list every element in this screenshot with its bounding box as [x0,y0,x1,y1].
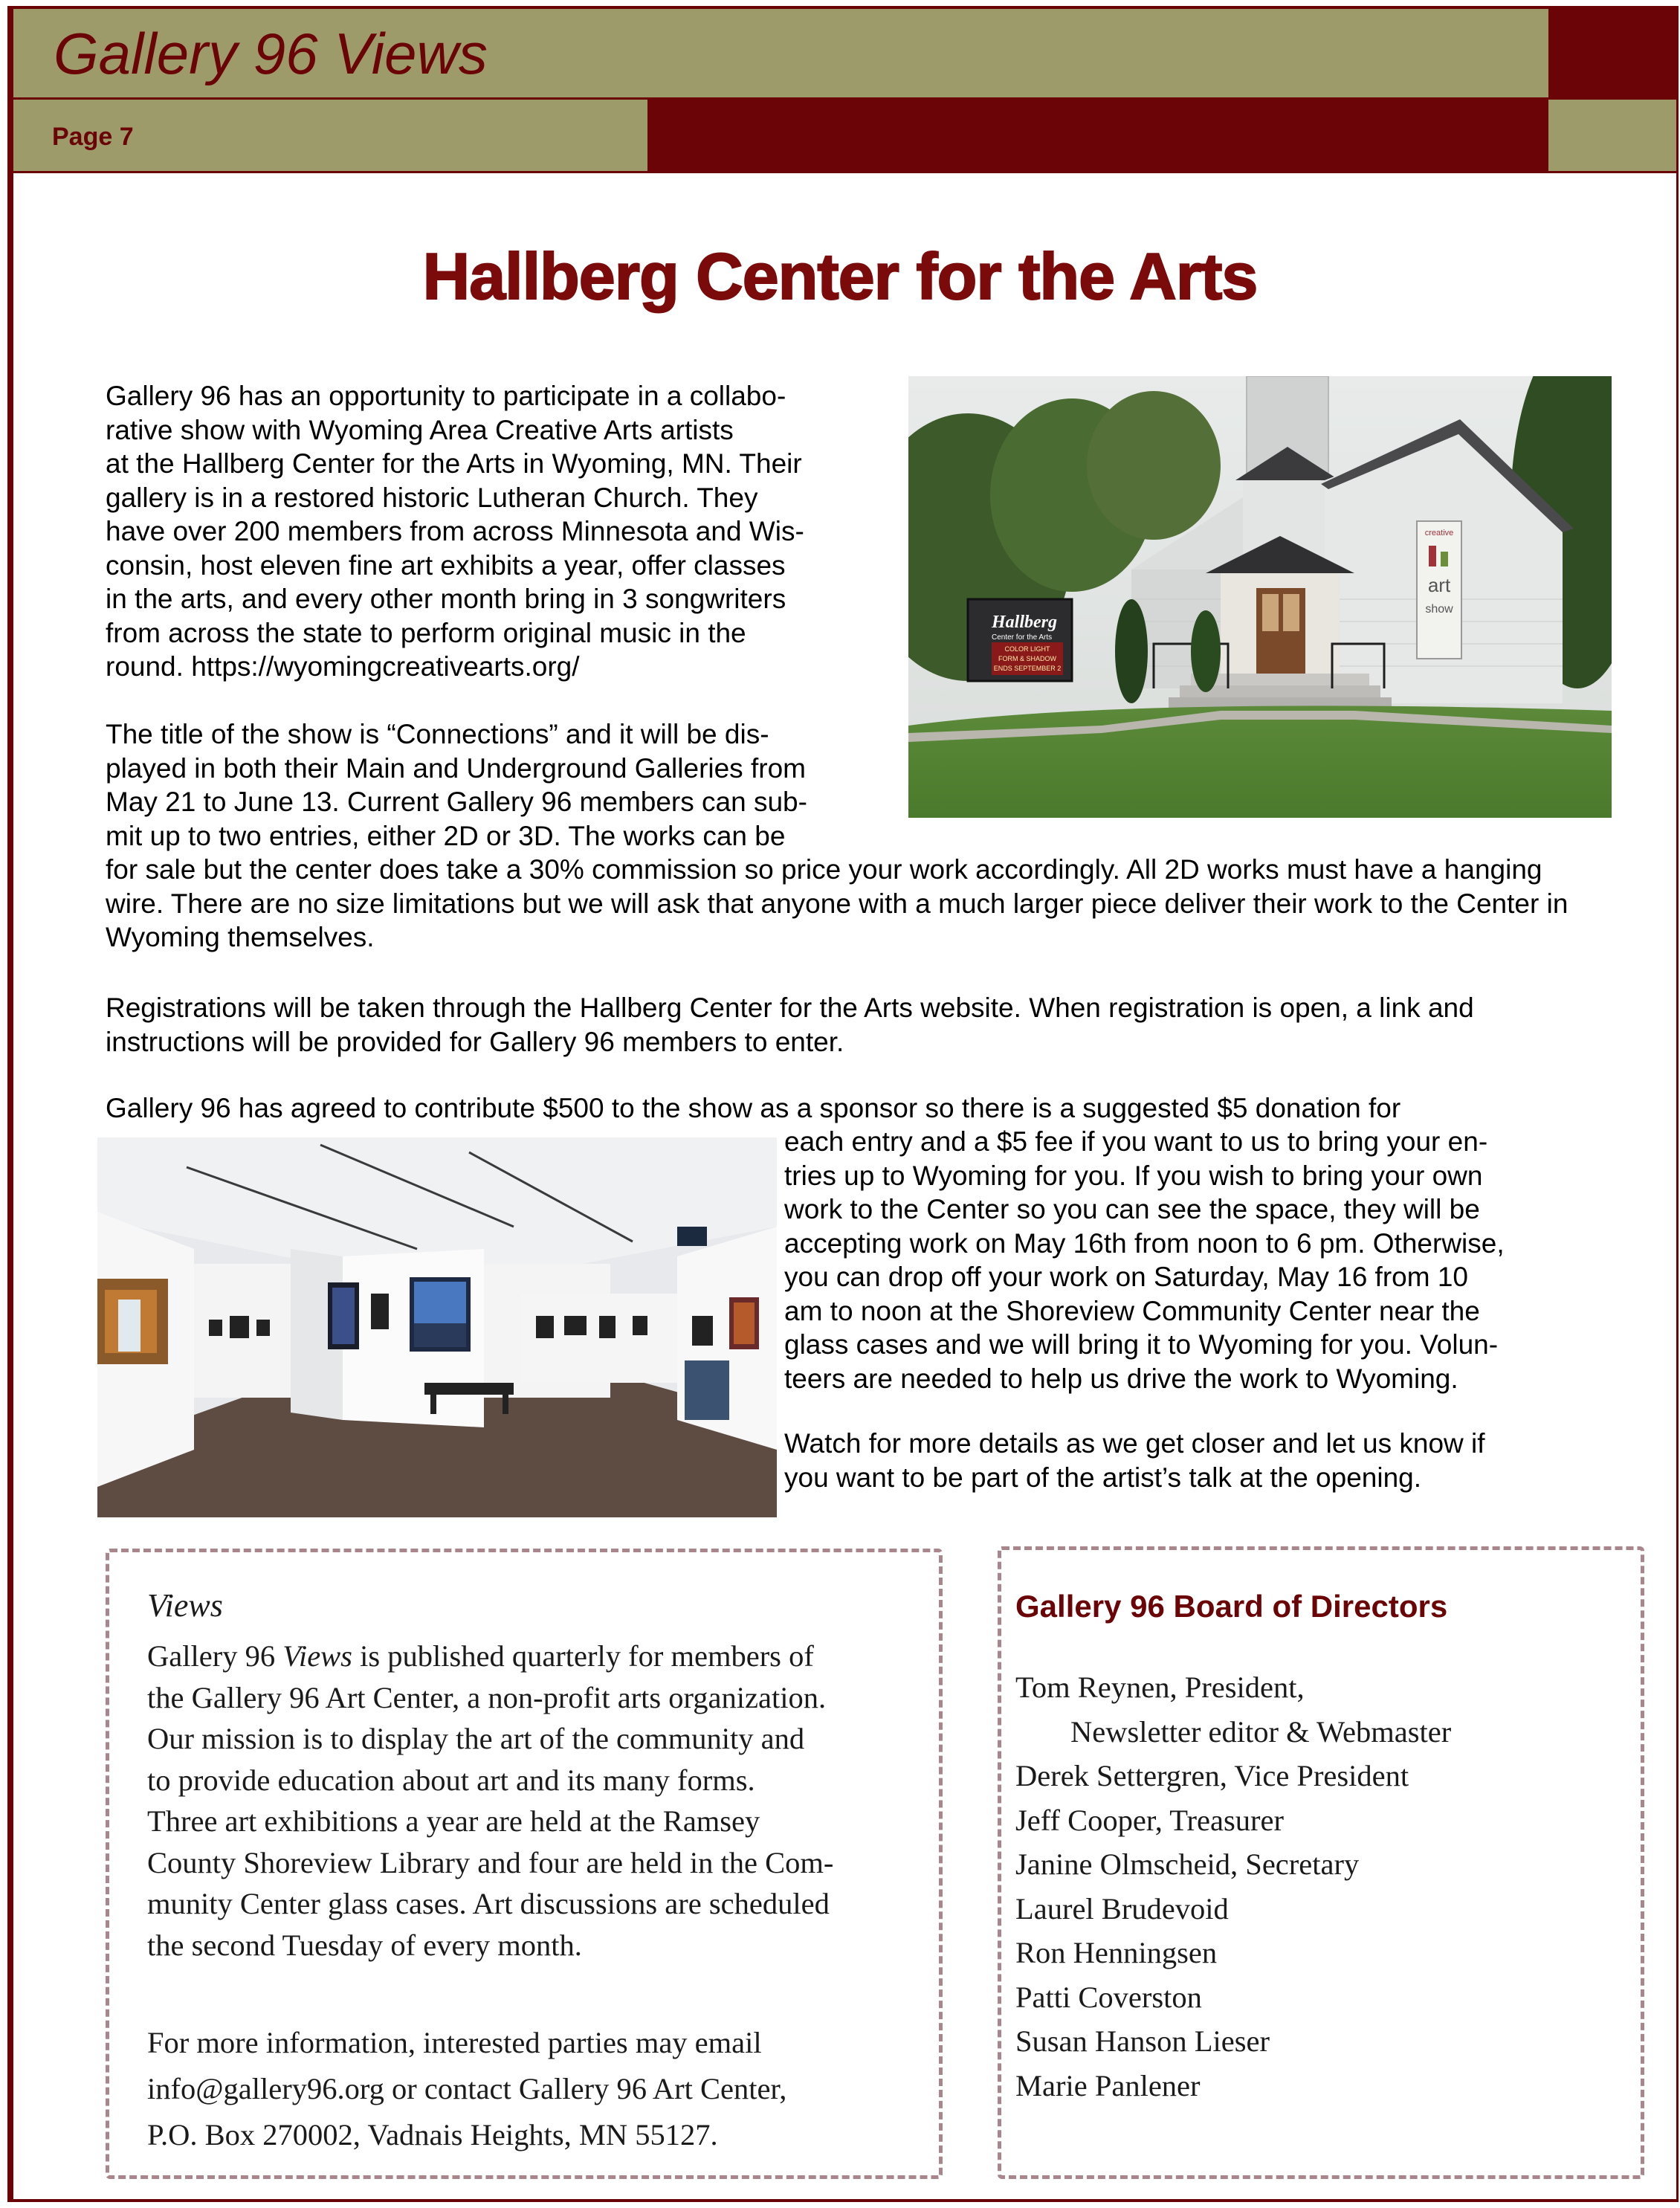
board-title: Gallery 96 Board of Directors [1015,1589,1448,1624]
views-contact-line: info@gallery96.org or contact Gallery 96 Art Center, [147,2072,787,2105]
intro-line: from across the state to perform original music in the [106,617,746,648]
article-paragraph-show-details [106,717,908,853]
show-details-line: The title of the show is “Connections” and it will be dis- [106,719,769,749]
article-paragraph-sponsor [784,1125,1609,1395]
page-number: Page 7 [52,123,134,151]
views-body-segment: Gallery 96 [147,1639,283,1673]
views-body-segment: is published quarterly for members of [352,1639,814,1673]
board-member-list [1015,1665,1451,2108]
masthead-title: Gallery 96 Views [54,21,488,86]
intro-line: Gallery 96 has an opportunity to participate in a collabo- [106,381,786,411]
article-paragraph-intro [106,379,901,684]
header-divider [13,171,1676,173]
show-details-line: mit up to two entries, either 2D or 3D. The works can be [106,820,786,851]
show-details-line: played in both their Main and Underground Galleries from [106,752,806,784]
intro-line: gallery is in a restored historic Lutheran Church. They [106,482,758,513]
views-body-segment: the second Tuesday of every month. [147,1928,582,1962]
sign-name: Hallberg [992,613,1057,632]
board-member: Newsletter editor & Webmaster [1070,1714,1452,1749]
intro-line: at the Hallberg Center for the Arts in Wyoming, MN. Their [106,448,802,479]
intro-line: rative show with Wyoming Area Creative Arts artists [106,414,734,445]
views-body-line [147,1760,913,1801]
banner-middle-text: art [1427,574,1451,596]
views-contact-line: For more information, interested parties may email [147,2026,762,2059]
views-body-line [147,1925,913,1966]
views-body-segment: munity Center glass cases. Art discussions are scheduled [147,1887,830,1920]
views-contact-line: P.O. Box 270002, Vadnais Heights, MN 55127. [147,2118,718,2151]
views-body-segment: the Gallery 96 Art Center, a non-profit arts organization. [147,1680,827,1714]
views-box-title: Views [147,1587,223,1624]
views-body-line [147,1636,913,1677]
closing-line: Watch for more details as we get closer and let us know if [784,1428,1485,1459]
article-paragraph-closing [784,1427,1609,1494]
sponsor-line: each entry and a $5 fee if you want to us to bring your en- [784,1126,1488,1157]
views-body-segment: Our mission is to display the art of the community and [147,1722,805,1755]
board-member: Patti Coverston [1015,1980,1202,2014]
board-member: Ron Henningsen [1015,1936,1218,1969]
sign-marquee-2: FORM & SHADOW [998,655,1056,662]
article-title: Hallberg Center for the Arts [422,239,1258,313]
board-member: Jeff Cooper, Treasurer [1015,1803,1284,1837]
intro-line: have over 200 members from across Minnesota and Wis- [106,516,804,546]
sponsor-line: glass cases and we will bring it to Wyoming for you. Volun- [784,1329,1499,1360]
banner-top-text: creative [1424,529,1454,538]
intro-line: consin, host eleven fine art exhibits a year, offer classes [106,549,786,581]
sign-marquee-3: ENDS SEPTEMBER 2 [993,665,1062,672]
intro-line: in the arts, and every other month bring in 3 songwriters [106,584,786,614]
sponsor-line: teers are needed to help us drive the work to Wyoming. [784,1363,1458,1394]
views-body-segment: Three art exhibitions a year are held at the Ramsey [147,1804,760,1838]
gallery-interior-photo [97,1137,777,1517]
sign-marquee-1: COLOR LIGHT [1004,645,1050,653]
views-body-segment: to provide education about art and its many forms. [147,1763,755,1797]
views-box-body [147,1636,913,1966]
views-body-line [147,1718,913,1760]
sponsor-line: work to the Center so you can see the space, they will be [784,1194,1480,1224]
board-member: Derek Settergren, Vice President [1015,1759,1409,1792]
show-details-line: May 21 to June 13. Current Gallery 96 members can sub- [106,787,807,817]
article-paragraph-registration: Registrations will be taken through the Hallberg Center for the Arts website. When registration is open, a link and instructions will be provided for Gallery 96 members to enter. [106,992,1474,1057]
sponsor-line: accepting work on May 16th from noon to 6 pm. Otherwise, [784,1227,1505,1259]
sign-subtitle: Center for the Arts [992,633,1053,642]
views-body-line [147,1842,913,1884]
views-body-segment: County Shoreview Library and four are held in the Com- [147,1845,834,1879]
board-member: Laurel Brudevoid [1015,1891,1229,1925]
article-paragraph-show-details-cont: for sale but the center does take a 30% commission so price your work accordingly. All 2D works must have a hanging wire. There are no size limitations but we will ask that anyone with a much larger piece deliver their work to the Center in Wyoming themselves. [106,854,1568,952]
closing-line: you want to be part of the artist’s talk at the opening. [784,1462,1422,1493]
views-body-segment: Views [282,1639,352,1673]
subheader-corner-block [1548,100,1676,171]
intro-line: round. https://wyomingcreativearts.org/ [106,651,580,682]
sponsor-line: you can drop off your work on Saturday, May 16 from 10 [784,1262,1468,1292]
board-member: Marie Panlener [1015,2068,1201,2102]
sponsor-line: tries up to Wyoming for you. If you wish to bring your own [784,1160,1483,1191]
views-box-contact [147,2020,913,2158]
board-member: Tom Reynen, President, [1015,1670,1305,1704]
sponsor-line: am to noon at the Shoreview Community Center near the [784,1295,1480,1326]
board-member: Susan Hanson Lieser [1015,2024,1270,2058]
masthead-corner-block [1548,9,1676,100]
views-body-line [147,1801,913,1842]
article-paragraph-sponsor-first-line: Gallery 96 has agreed to contribute $500 to the show as a sponsor so there is a suggested $5 donation for [106,1093,1401,1123]
banner-bottom-text: show [1425,603,1453,616]
views-body-line [147,1883,913,1925]
church-photo [908,376,1612,818]
subheader-bar [647,100,1548,171]
views-body-line [147,1677,913,1719]
board-member: Janine Olmscheid, Secretary [1015,1847,1360,1881]
